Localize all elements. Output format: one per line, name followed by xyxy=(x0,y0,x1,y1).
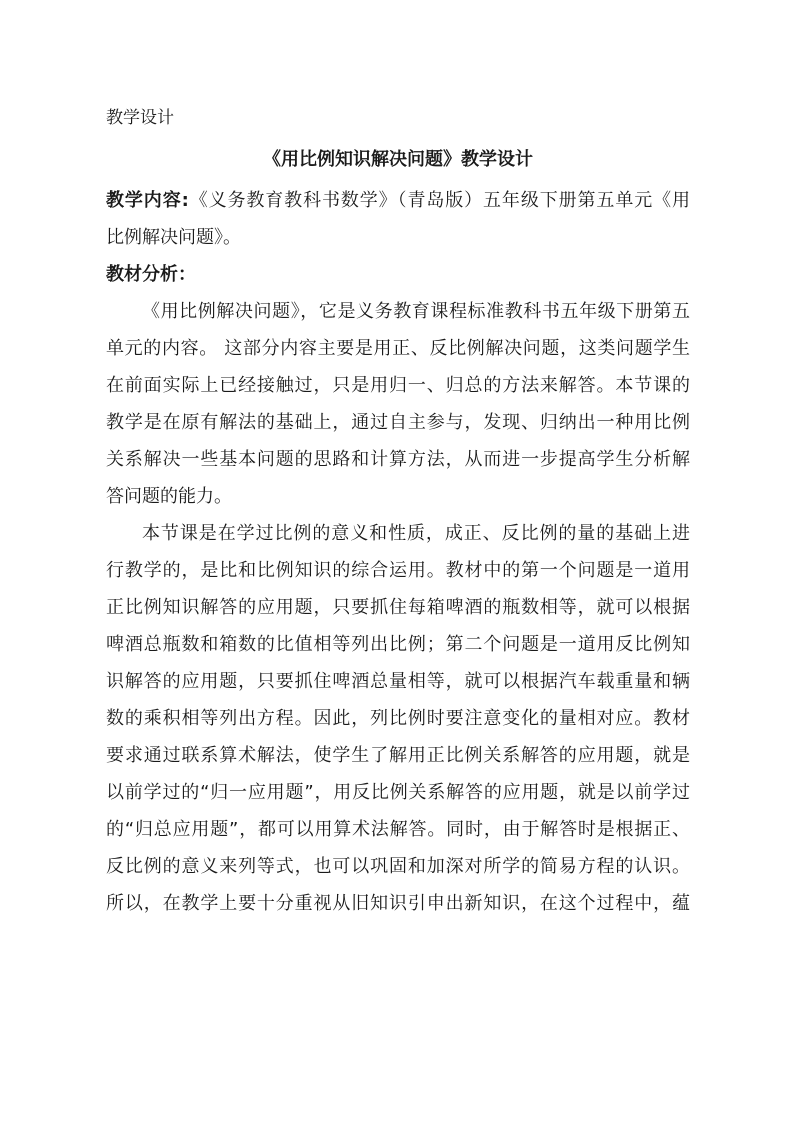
para2-line-11: 所以，在教学上要十分重视从旧知识引申出新知识，在这个过程中，蕴 xyxy=(106,893,690,914)
para2-line-7: 要求通过联系算术解法，使学生了解用正比例关系解答的应用题，就是 xyxy=(106,745,690,766)
para2-line-6: 数的乘积相等列出方程。因此，列比例时要注意变化的量相对应。教材 xyxy=(106,708,690,729)
para2-line-9: 的“归总应用题”，都可以用算术法解答。同时，由于解答时是根据正、 xyxy=(106,819,690,840)
material-analysis-paragraph-2 xyxy=(106,515,690,922)
document-title: 《用比例知识解决问题》教学设计 xyxy=(263,149,533,170)
para1-line-4: 教学是在原有解法的基础上，通过自主参与，发现、归纳出一种用比例 xyxy=(106,412,690,433)
para2-line-10: 反比例的意义来列等式，也可以巩固和加深对所学的简易方程的认识。 xyxy=(106,856,690,877)
para2-line-5: 识解答的应用题，只要抓住啤酒总量相等，就可以根据汽车载重量和辆 xyxy=(106,671,690,692)
para1-line-1: 《用比例解决问题》，它是义务教育课程标准教科书五年级下册第五 xyxy=(142,301,690,322)
material-analysis-heading: 教材分析： xyxy=(106,264,196,285)
document-body xyxy=(106,182,690,922)
teaching-content-paragraph xyxy=(106,182,690,256)
para1-line-2: 单元的内容。 这部分内容主要是用正、反比例解决问题，这类问题学生 xyxy=(106,338,690,359)
para1-line-3: 在前面实际上已经接触过，只是用归一、归总的方法来解答。本节课的 xyxy=(106,375,690,396)
material-analysis-paragraph-1 xyxy=(106,293,690,515)
para1-line-5: 关系解决一些基本问题的思路和计算方法，从而进一步提高学生分析解 xyxy=(106,449,690,470)
header-label: 教学设计 xyxy=(106,108,174,128)
para2-line-3: 正比例知识解答的应用题，只要抓住每箱啤酒的瓶数相等，就可以根据 xyxy=(106,597,690,618)
para2-line-8: 以前学过的“归一应用题”，用反比例关系解答的应用题，就是以前学过 xyxy=(106,782,690,803)
para2-line-1: 本节课是在学过比例的意义和性质，成正、反比例的量的基础上进 xyxy=(142,523,690,544)
para1-line-6: 答问题的能力。 xyxy=(106,486,232,507)
para2-line-4: 啤酒总瓶数和箱数的比值相等列出比例；第二个问题是一道用反比例知 xyxy=(106,634,690,655)
para2-line-2: 行教学的，是比和比例知识的综合运用。教材中的第一个问题是一道用 xyxy=(106,560,690,581)
teaching-content-line-2: 比例解决问题》。 xyxy=(106,227,241,248)
teaching-content-text-1: 《义务教育教科书数学》（青岛版）五年级下册第五单元《用 xyxy=(188,190,691,211)
teaching-content-label: 教学内容: xyxy=(106,190,189,211)
teaching-content-line-1 xyxy=(106,182,690,219)
